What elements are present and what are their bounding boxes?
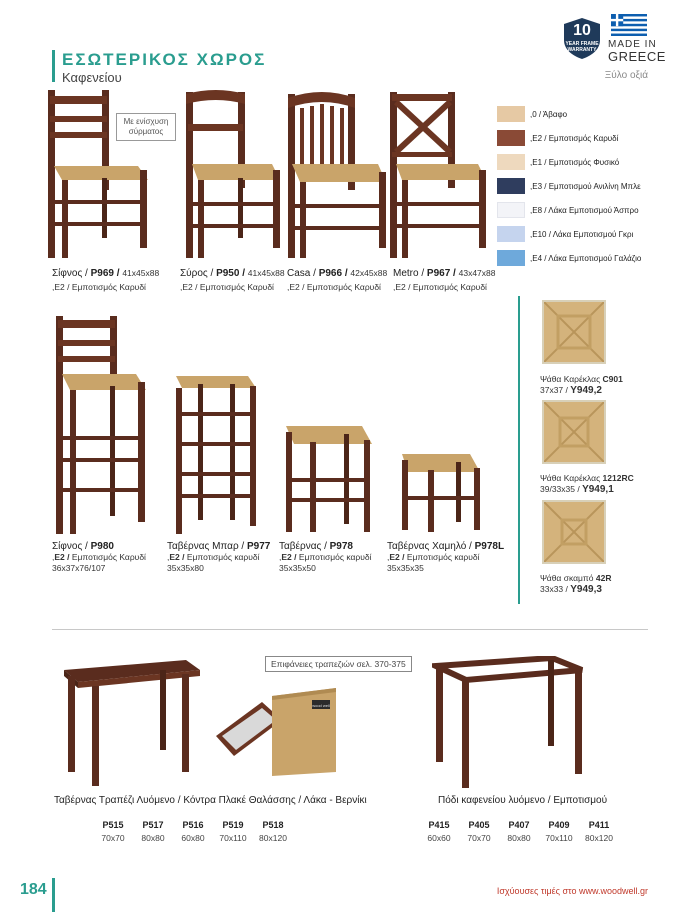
stool-finish: Εμποτισμός καρυδί (404, 552, 480, 562)
code-p409 (540, 820, 578, 843)
size: 60x60 (427, 833, 451, 843)
code-p405 (460, 820, 498, 843)
code: P519 (222, 820, 244, 830)
code-p518 (254, 820, 292, 843)
seat-label-1212rc (540, 473, 634, 495)
title-accent-bar (52, 50, 55, 82)
table-right-title: Πόδι καφενείου λυόμενο / Εμποτισμού (438, 795, 608, 806)
warranty-number: 10 (573, 22, 591, 39)
chair-finish: Ε2 / Εμποτισμός Καρυδί (182, 282, 274, 292)
code-p411 (580, 820, 618, 843)
chair-name: Casa / (287, 268, 319, 279)
chair-finish-p966: ,Ε2 / Εμποτισμός Καρυδί (287, 282, 381, 292)
stool-dims: 35x35x50 (279, 563, 316, 573)
chair-dims: 42x45x88 (350, 268, 388, 278)
chair-finish: Ε2 / Εμποτισμός Καρυδί (54, 282, 146, 292)
made-country-label: GREECE (608, 49, 666, 64)
stool-finish: Εμποτισμός καρυδί (184, 552, 260, 562)
seat-label-42r (540, 573, 611, 595)
code: P411 (588, 820, 610, 830)
seat-1212rc-image (542, 400, 606, 464)
swatch-label: ,0 / Άβαφο (530, 110, 568, 119)
seat-c901-image (542, 300, 606, 364)
stool-name: Σίφνος / (52, 541, 91, 552)
swatch-e2 (497, 130, 525, 146)
stool-p978-image (282, 422, 377, 537)
stool-p977-image (170, 372, 265, 537)
size: 80x80 (141, 833, 165, 843)
size: 70x110 (545, 833, 573, 843)
swatch-e1 (497, 154, 525, 170)
seat-dims: 33x33 / (540, 584, 571, 594)
stool-code: P978 (329, 541, 353, 552)
chair-label-p966 (287, 268, 387, 279)
swatch-label-text: Ε1 / Εμποτισμός Φυσικό (532, 158, 620, 167)
chair-code: P966 / (318, 268, 348, 279)
box-brand-label: wood well (312, 703, 330, 708)
stool-label-p978l: Ταβέρνας Χαμηλό / P978L ,Ε2 / Εμποτισμός καρυδί 35x35x35 (387, 541, 505, 573)
chair-label-p969 (52, 268, 159, 279)
seat-42r-image (542, 500, 606, 564)
code: P516 (182, 820, 204, 830)
swatch-label: ,Ε10 / Λάκα Εμποτισμού Γκρι (530, 230, 634, 239)
code: P407 (508, 820, 530, 830)
size: 80x120 (259, 833, 287, 843)
table-left-title: Ταβέρνας Τραπέζι Λυόμενο / Κόντρα Πλακέ Θαλάσσης / Λάκα - Βερνίκι (54, 795, 367, 806)
wood-type-label: Ξύλο οξιά (604, 70, 648, 81)
seat-name: Ψάθα Καρέκλας (540, 374, 603, 384)
stool-code: P978L (474, 541, 505, 552)
seat-dims: 37x37 / (540, 385, 571, 395)
stool-finish-code: Ε2 / (54, 552, 70, 562)
size: 70x110 (219, 833, 247, 843)
stool-p980-image (48, 312, 158, 537)
seat-code: C901 (602, 374, 623, 384)
stool-name: Ταβέρνας / (279, 541, 330, 552)
stool-finish: Εμποτισμός Καρυδί (69, 552, 146, 562)
chair-code: P950 / (216, 268, 245, 279)
chair-finish-p950: ,Ε2 / Εμποτισμός Καρυδί (180, 282, 274, 292)
seat-label-c901 (540, 374, 623, 396)
callout-wire: Με ενίσχυση σύρματος (116, 113, 176, 141)
stool-finish-code: Ε2 / (169, 552, 185, 562)
stool-finish-code: Ε2 / (281, 552, 297, 562)
greek-flag-icon (611, 14, 647, 36)
stool-finish-code: Ε2 / (389, 552, 405, 562)
stool-label-p980: Σίφνος / P980 ,Ε2 / Εμποτισμός Καρυδί 36x37x76/107 (52, 541, 146, 573)
page-number: 184 (20, 881, 47, 898)
swatch-e10 (497, 226, 525, 242)
surfaces-note: Επιφάνειες τραπεζιών σελ. 370-375 (265, 656, 412, 672)
code: P405 (468, 820, 490, 830)
made-in-label: MADE IN (608, 39, 657, 50)
chair-name: Σύρος / (180, 268, 217, 279)
swatch-label-text: Ε3 / Εμποτισμού Ανιλίνη Μπλε (532, 182, 641, 191)
chair-label-p967 (393, 268, 495, 279)
swatch-e4 (497, 250, 525, 266)
size: 80x120 (585, 833, 613, 843)
stool-finish: Εμποτισμός καρυδί (296, 552, 372, 562)
swatch-label-text: 0 / Άβαφο (532, 110, 568, 119)
code-p407 (500, 820, 538, 843)
chair-dims: 43x47x88 (458, 268, 496, 278)
seat-price-code: Y949,1 (582, 484, 614, 495)
section-divider (52, 629, 648, 630)
seat-code: 1212RC (602, 473, 634, 483)
chair-p967-image (386, 88, 496, 263)
swatch-label-text: Ε10 / Λάκα Εμποτισμού Γκρι (532, 230, 634, 239)
chair-name: Metro / (393, 268, 427, 279)
code: P517 (142, 820, 164, 830)
code-p517 (134, 820, 172, 843)
swatch-label: ,Ε2 / Εμποτισμός Καρυδί (530, 134, 619, 143)
code: P409 (548, 820, 570, 830)
stool-dims: 35x35x35 (387, 563, 424, 573)
stool-dims: 36x37x76/107 (52, 563, 106, 573)
seat-dims: 39/33x35 / (540, 484, 583, 494)
seats-divider (518, 296, 520, 604)
swatch-label-text: Ε8 / Λάκα Εμποτισμού Άσπρο (532, 206, 639, 215)
chair-code: P969 / (90, 268, 120, 279)
code-p515 (94, 820, 132, 843)
warranty-badge (560, 16, 604, 60)
flatpack-box-image (212, 680, 342, 780)
footer-accent-bar (52, 878, 55, 912)
swatch-label: ,Ε8 / Λάκα Εμποτισμού Άσπρο (530, 206, 639, 215)
stool-code: P980 (90, 541, 114, 552)
chair-dims: 41x45x88 (247, 268, 285, 278)
code-p415 (420, 820, 458, 843)
swatch-label-text: Ε4 / Λάκα Εμποτισμού Γαλάζιο (532, 254, 642, 263)
code: P515 (102, 820, 124, 830)
size: 80x80 (507, 833, 531, 843)
warranty-text: YEAR FRAME WARRANTY (565, 41, 599, 53)
chair-finish-p967: ,Ε2 / Εμποτισμός Καρυδί (393, 282, 487, 292)
chair-dims: 41x45x88 (122, 268, 160, 278)
code: P518 (262, 820, 284, 830)
page-title: ΕΣΩΤΕΡΙΚΟΣ ΧΩΡΟΣ (62, 50, 267, 69)
stool-p978l-image (398, 450, 488, 535)
seat-price-code: Y949,3 (570, 584, 602, 595)
swatch-e8 (497, 202, 525, 218)
stool-name: Ταβέρνας Χαμηλό / (387, 541, 475, 552)
page-subtitle: Καφενείου (62, 70, 122, 85)
swatch-e3 (497, 178, 525, 194)
stool-name: Ταβέρνας Μπαρ / (167, 541, 247, 552)
seat-price-code: Y949,2 (570, 385, 602, 396)
stool-label-p977: Ταβέρνας Μπαρ / P977 ,Ε2 / Εμποτισμός καρυδί 35x35x80 (167, 541, 271, 573)
chair-finish-p969: ,Ε2 / Εμποτισμός Καρυδί (52, 282, 146, 292)
seat-name: Ψάθα σκαμπό (540, 573, 596, 583)
chair-finish: Ε2 / Εμποτισμός Καρυδί (395, 282, 487, 292)
swatch-label: ,Ε3 / Εμποτισμού Ανιλίνη Μπλε (530, 182, 641, 191)
swatch-label: ,Ε1 / Εμποτισμός Φυσικό (530, 158, 620, 167)
code-p516 (174, 820, 212, 843)
swatch-label: ,Ε4 / Λάκα Εμποτισμού Γαλάζιο (530, 254, 642, 263)
chair-label-p950 (180, 268, 285, 279)
size: 60x80 (181, 833, 205, 843)
table-image (60, 656, 205, 791)
table-leg-frame-image (432, 656, 592, 791)
code-p519 (214, 820, 252, 843)
chair-code: P967 / (426, 268, 456, 279)
seat-name: Ψάθα Καρέκλας (540, 473, 603, 483)
code: P415 (428, 820, 450, 830)
stool-dims: 35x35x80 (167, 563, 204, 573)
swatch-0 (497, 106, 525, 122)
stool-label-p978: Ταβέρνας / P978 ,Ε2 / Εμποτισμός καρυδί 35x35x50 (279, 541, 372, 573)
size: 70x70 (101, 833, 125, 843)
chair-p966-image (282, 88, 392, 263)
size: 70x70 (467, 833, 491, 843)
stool-code: P977 (246, 541, 271, 552)
seat-code: 42R (595, 573, 612, 583)
chair-p950-image (176, 88, 286, 263)
footer-note: Ισχύουσες τιμές στο www.woodwell.gr (496, 886, 648, 896)
swatch-label-text: Ε2 / Εμποτισμός Καρυδί (532, 134, 619, 143)
chair-finish: Ε2 / Εμποτισμός Καρυδί (289, 282, 381, 292)
chair-name: Σίφνος / (52, 268, 91, 279)
